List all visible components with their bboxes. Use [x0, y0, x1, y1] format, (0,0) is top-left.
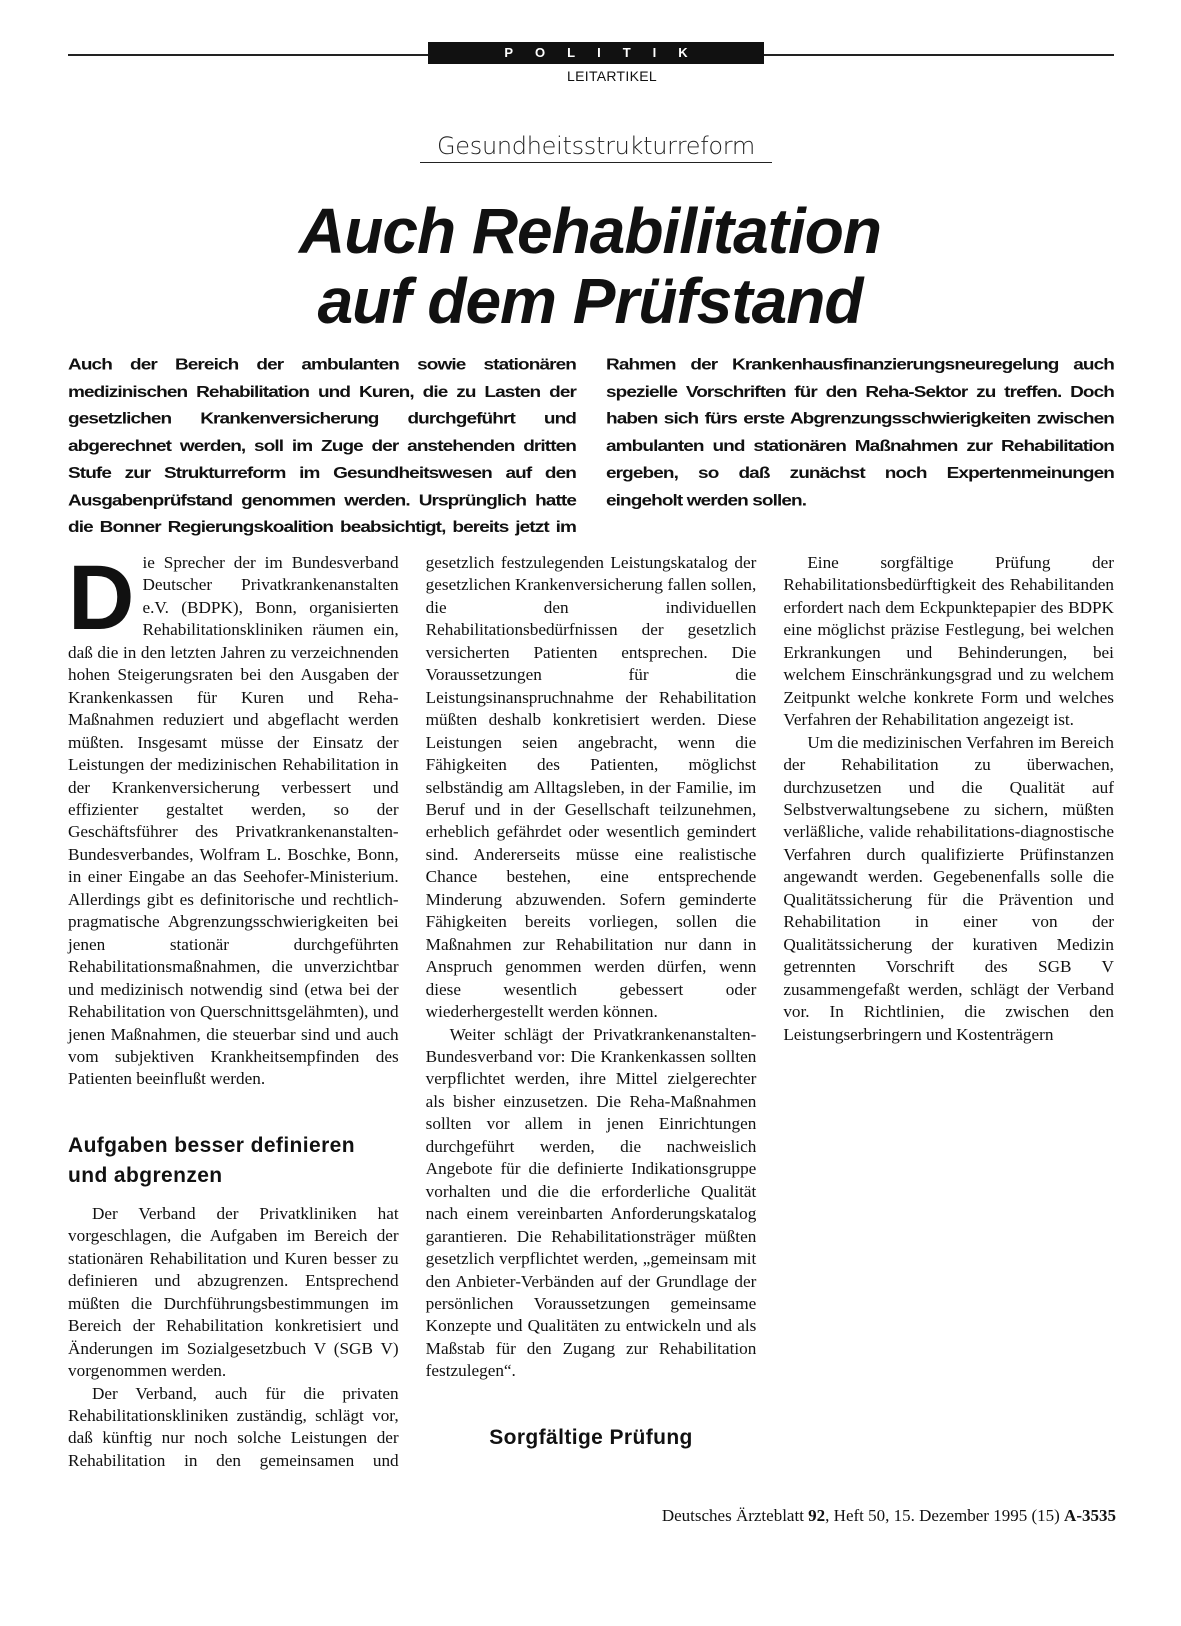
body-paragraph	[68, 547, 399, 1091]
title-line-1: Auch Rehabilitation	[299, 195, 881, 267]
body-paragraph: Der Verband, auch für die privaten Rehabilitationskliniken zuständig, schlägt vor, daß künftig nur noch solche Leistungen der Rehabilitation in den gemeinsamen und gesetzlich festzulegenden Leistungskatalog der gesetzlichen Krankenversicherung fallen sollen, die den individuellen Rehabilitationsbedürfnissen der gesetzlich versicherten Patienten entsprechen. Die Voraussetzungen für die Leistungsinanspruchnahme der Rehabilitation müßten deshalb konkretisiert werden. Diese Leistungen seien angebracht, wenn die Fähigkeiten des Patienten, möglichst selbständig am Alltagsleben, in der Familie, im Beruf und in der Gesellschaft teilzunehmen, erheblich gefährdet oder wesentlich gemindert sind. Andererseits müsse eine realistische Chance bestehen, eine entsprechende Minderung abzuwenden. Sofern geminderte Fähigkeiten bereits vorliegen, sollen die Maßnahmen zur Rehabilitation nur dann in Anspruch genommen werden dürfen, wenn diese wesentlich gebessert oder wiederhergestellt werden können.	[68, 553, 757, 1470]
subsection-label: LEITARTIKEL	[567, 68, 657, 84]
page-footer	[540, 1506, 1116, 1526]
journal-volume: 92	[808, 1506, 826, 1525]
issue-info: , Heft 50, 15. Dezember 1995 (15)	[825, 1506, 1060, 1525]
article-kicker: Gesundheitsstrukturreform	[420, 132, 772, 163]
journal-name: Deutsches Ärzteblatt	[661, 1506, 804, 1525]
subheading: Aufgaben besser definieren und abgrenzen	[68, 1133, 355, 1187]
subheading: Sorgfältige Prüfung	[489, 1425, 693, 1449]
paragraph-text: ie Sprecher der im Bundesverband Deutscher Privatkrankenanstalten e.V. (BDPK), Bonn, organisierten Rehabilitationskliniken räumen ein, daß die in den letzten Jahren zu verzeichnenden hohen Steigerungsraten bei den Ausgaben der Krankenkassen für Kuren und Reha-Maßnahmen reduziert und abgeflacht werden müßten. Insgesamt müsse der Einsatz der Leistungen der medizinischen Rehabilitation in der Krankenversicherung verbessert und effizienter gestaltet werden, so der Geschäftsführer des Privatkrankenanstalten-Bundesverbandes, Wolfram L. Boschke, Bonn, in einer Eingabe an das Seehofer-Ministerium. Allerdings gibt es definitorische und rechtlich-pragmatische Abgrenzungsschwierigkeiten bei jenen stationär durchgeführten Rehabilitationsmaßnahmen, die unverzichtbar und medizinisch notwendig sind (etwa bei der Rehabilitation von Querschnittsgelähmten), und jenen Maßnahmen, die steuerbar sind und auch vom subjektiven Krankheitsempfinden des Patienten beeinflußt werden.	[68, 553, 399, 1089]
title-line-2: auf dem Prüfstand	[317, 265, 863, 337]
article-body	[68, 547, 1114, 1482]
section-label: POLITIK	[428, 42, 764, 64]
body-paragraph: Weiter schlägt der Privatkrankenanstalten-Bundesverband vor: Die Krankenkassen sollten verpflichtet werden, ihre Mittel zielgerechter als bisher einzusetzen. Die Reha-Maßnahmen sollten vor allem in jenen Einrichtungen durchgeführt werden, die nachweislich Angebote für die definierte Indikationsgruppe vorhalten und die die erforderliche Qualität nach einem vereinbarten Anforderungskatalog garantieren. Die Rehabilitationsträger müßten gesetzlich verpflichtet werden, „gemeinsam mit den Anbieter-Verbänden auf der Grundlage der persönlichen Voraussetzungen gemeinsame Konzepte und Qualitäten zu entwickeln und als Maßstab für den Zugang zur Rehabilitation festzulegen“.	[425, 1024, 757, 1381]
drop-cap: D	[68, 547, 135, 649]
body-paragraph: Eine sorgfältige Prüfung der Rehabilitationsbedürftigkeit des Rehabilitanden erfordert nach dem Eckpunktepapier des BDPK eine möglichst präzise Festlegung, bei welchen Erkrankungen und Behinderungen, bei welchem Einschränkungsgrad und zu welchem Zeitpunkt welche konkrete Form und welches Verfahren der Rehabilitation angezeigt ist.	[783, 553, 1114, 730]
body-paragraph: Um die medizinischen Verfahren im Bereich der Rehabilitation zu überwachen, durchzusetzen und die Qualität auf Selbstverwaltungsebene zu sichern, müßten verläßliche, valide rehabilitations-diagnostische Verfahren durch qualifizierte Prüfinstanzen angewandt werden. Gegebenenfalls solle die Qualitätssicherung für die Prävention und Rehabilitation in einer von der Qualitätssicherung der kurativen Medizin getrennten Vorschrift des SGB V zusammengefaßt werden, schlägt der Verband vor. In Richtlinien, die zwischen den Leistungserbringern und Kostenträgern	[783, 732, 1114, 1044]
page-number: A-3535	[1064, 1506, 1116, 1525]
article-title	[150, 196, 1030, 336]
body-paragraph: Der Verband der Privatkliniken hat vorgeschlagen, die Aufgaben im Bereich der stationären Rehabilitation und Kuren besser zu definieren und abzugrenzen. Entsprechend müßten die Durchführungsbestimmungen im Bereich der Rehabilitation konkretisiert und Änderungen im Sozialgesetzbuch V (SGB V) vorgenommen werden.	[68, 1203, 399, 1381]
article-lead: Auch der Bereich der ambulanten sowie stationären medizinischen Rehabilitation und Kuren, die zu Lasten der gesetzlichen Krankenversicherung durchgeführt und abgerechnet werden, soll im Zuge der anstehenden dritten Stufe zur Strukturreform im Gesundheitswesen auf den Ausgabenprüfstand genommen werden. Ursprünglich hatte die Bonner Regierungskoalition beabsichtigt, bereits jetzt im Rahmen der Krankenhausfinanzierungsneuregelung auch spezielle Vorschriften für den Reha-Sektor zu treffen. Doch haben sich fürs erste Abgrenzungsschwierigkeiten zwischen ambulanten und stationären Maßnahmen zur Rehabilitation ergeben, so daß zunächst noch Expertenmeinungen eingeholt werden sollen.	[68, 356, 1114, 537]
